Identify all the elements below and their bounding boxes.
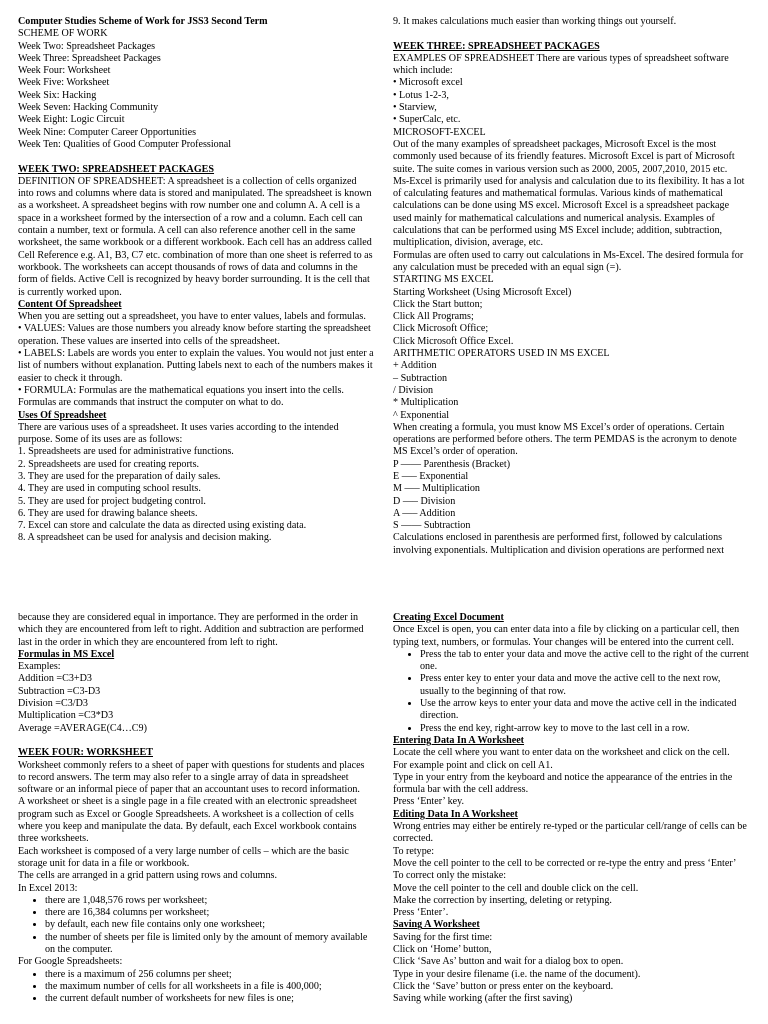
list-item: • Press enter key to enter your data and move the active cell to the next row, usually to the beginning of that row. [420,673,749,698]
right-top-column [393,16,749,557]
saving-line: Click on ‘Home’ button, [393,944,492,956]
left-bottom-column [18,612,374,1006]
starting-step: Click Microsoft Office; [393,323,489,335]
uses-item: 8. A spreadsheet can be used for analysis and decision making. [18,532,272,544]
ms-excel-paragraph: Ms-Excel is primarily used for analysis and calculation due to its flexibility. It has a lot of calculating features and mathematical formulas. Various kinds of mathematical calculations can be done using MS excel. Microsoft Excel is a spreadsheet package used mainly for mathematical calculations and numerical analysis. Examples of calculations that can be performed using MS Excel include; addition, subtraction, multiplication, division, average, etc. [393,175,745,249]
starting-step: Click the Start button; [393,298,483,310]
starting-step: Click Microsoft Office Excel. [393,335,514,347]
editing-line: Wrong entries may either be entirely re-typed or the particular cell/range of cells can be corrected. [393,821,747,845]
ms-excel-heading: MICROSOFT-EXCEL [393,126,486,138]
editing-line: To correct only the mistake: [393,870,507,882]
uses-item: 7. Excel can store and calculate the data as directed using existing data. [18,520,307,532]
saving-line: Saving while working (after the first saving) [393,993,573,1005]
list-item: • there are 16,384 columns per worksheet; [45,907,374,919]
creating-list [393,649,749,735]
operator-item: + Addition [393,360,437,372]
entering-heading: Entering Data In A Worksheet [393,734,525,746]
uses-item: 2. Spreadsheets are used for creating reports. [18,458,200,470]
week-list [18,41,374,152]
calc-note: Calculations enclosed in parenthesis are performed first, followed by calculations involving exponentials. Multiplication and division operations are performed next [393,532,725,556]
week-item: Week Two: Spreadsheet Packages [18,40,156,52]
document-title: Computer Studies Scheme of Work for JSS3 Second Term [18,16,268,27]
ms-excel-paragraph: Out of the many examples of spreadsheet packages, Microsoft Excel is the most commonly used because of its friendly features. Microsoft Excel is part of Microsoft suite. The suite comes in various version such as 2000, 2005, 2007,2010, 2015 etc. [393,138,735,175]
list-item: • Use the arrow keys to enter your data and move the active cell in the indicated direction. [420,698,749,723]
example-item: • Microsoft excel [393,77,463,89]
uses-heading: Uses Of Spreadsheet [18,409,107,421]
formula-line: Multiplication =C3*D3 [18,710,114,722]
uses-item: 3. They are used for the preparation of daily sales. [18,470,221,482]
worksheet-paragraph: Each worksheet is composed of a very large number of cells – which are the basic storage unit for data in a file or workbook. [18,845,349,869]
formula-line: Division =C3/D3 [18,698,88,710]
operator-item: ^ Exponential [393,409,450,421]
ms-excel-paragraph: Formulas are often used to carry out calculations in Ms-Excel. The desired formula for any calculation must be preceded with an equal sign (=). [393,249,744,273]
pemdas-item: P —— Parenthesis (Bracket) [393,458,511,470]
editing-line: Move the cell pointer to the cell to be corrected or re-type the entry and press ‘Enter’ [393,857,737,869]
scheme-heading: SCHEME OF WORK [18,28,108,40]
saving-line: Saving for the first time: [393,931,493,943]
creating-intro: Once Excel is open, you can enter data into a file by clicking on a particular cell, then typing text, numbers, or formulas. Your changes will be entered into the current cell. [393,624,740,648]
arith-heading: ARITHMETIC OPERATORS USED IN MS EXCEL [393,348,610,360]
operator-item: – Subtraction [393,372,448,384]
saving-line: Click ‘Save As’ button and wait for a dialog box to open. [393,956,624,968]
list-item: • Press the tab to enter your data and move the active cell to the right of the current one. [420,649,749,674]
formula-line: Average =AVERAGE(C4…C9) [18,722,147,734]
uses-intro: There are various uses of a spreadsheet. It uses varies according to the intended purpose. Some of its uses are as follows: [18,421,339,446]
pemdas-item: M —– Multiplication [393,483,480,495]
list-item: • there is a maximum of 256 columns per sheet; [45,969,374,981]
formula-line: Addition =C3+D3 [18,673,92,685]
worksheet-paragraph: The cells are arranged in a grid pattern using rows and columns. [18,870,277,882]
content-item: • VALUES: Values are those numbers you already know before starting the spreadsheet operation. These values are inserted into cells of the spreadsheet. [18,323,371,347]
entering-line: Type in your entry from the keyboard and notice the appearance of the entries in the formula bar with the cell address. [393,771,733,796]
left-top-column [18,16,374,545]
week-item: Week Five: Worksheet [18,77,110,89]
uses-item: 5. They are used for project budgeting control. [18,495,206,507]
saving-heading: Saving A Worksheet [393,919,480,931]
example-item: • Starview, [393,102,437,114]
content-item: • FORMULA: Formulas are the mathematical equations you insert into the cells. Formulas are commands that instruct the computer on what to do. [18,384,344,409]
starting-step: Click All Programs; [393,311,474,323]
week-item: Week Nine: Computer Career Opportunities [18,126,197,138]
excel2013-label: In Excel 2013: [18,882,78,894]
week-item: Week Four: Worksheet [18,65,111,77]
editing-heading: Editing Data In A Worksheet [393,808,518,820]
google-list [18,969,374,1006]
google-label: For Google Spreadsheets: [18,956,123,968]
uses-item: 4. They are used in computing school results. [18,483,201,495]
uses-item: 1. Spreadsheets are used for administrative functions. [18,446,234,458]
pemdas-item: S —— Subtraction [393,520,471,532]
week-item: Week Three: Spreadsheet Packages [18,52,161,64]
uses-item: 9. It makes calculations much easier than working things out yourself. [393,16,677,27]
definition-paragraph: DEFINITION OF SPREADSHEET: A spreadsheet is a collection of cells organized into rows and columns where data is stored and manipulated. The spreadsheet is known as a worksheet. A spreadsheet begins with row number one and column A. A cell is a space in a worksheet formed by the intersection of a row and a column. Each cell can contain a number, text or formula. A cell can also reference another cell in the same worksheet, the same workbook or a different workbook. Each cell has an address called Cell Reference e.g. A1, B3, C7 etc. combination of more than one sheet is referred to as workbook. The worksheets can accept thousands of rows of data and columns in the form of fields. Active Cell is recognized by heavy border surrounding. It is the cell that is currently worked upon. [18,175,373,298]
formulas-heading: Formulas in MS Excel [18,648,115,660]
operator-item: / Division [393,384,434,396]
editing-line: Make the correction by inserting, deleting or retyping. [393,894,612,906]
starting-heading: STARTING MS EXCEL [393,274,494,286]
right-bottom-column [393,612,749,1006]
week-three-heading: WEEK THREE: SPREADSHEET PACKAGES [393,40,600,52]
editing-line: Press ‘Enter’. [393,907,449,919]
examples-intro: EXAMPLES OF SPREADSHEET There are various types of spreadsheet software which include: [393,52,729,77]
content-intro: When you are setting out a spreadsheet, you have to enter values, labels and formulas. [18,311,366,323]
formula-line: Subtraction =C3-D3 [18,685,101,697]
entering-line: Press ‘Enter’ key. [393,796,465,808]
worksheet-paragraph: A worksheet or sheet is a single page in a file created with an electronic spreadsheet program such as Excel or Google Spreadsheets. A worksheet is a collection of cells where you keep and manipulate the data. By default, each Excel workbook contains three worksheets. [18,796,357,845]
pemdas-item: E —– Exponential [393,470,469,482]
week-two-heading: WEEK TWO: SPREADSHEET PACKAGES [18,163,215,175]
pemdas-item: A —– Addition [393,507,456,519]
content-heading: Content Of Spreadsheet [18,298,122,310]
week-item: Week Seven: Hacking Community [18,102,159,114]
week-item: Week Six: Hacking [18,89,97,101]
editing-line: To retype: [393,845,435,857]
creating-heading: Creating Excel Document [393,612,504,623]
list-item: • Press the end key, right-arrow key to move to the last cell in a row. [420,723,749,735]
entering-line: For example point and click on cell A1. [393,759,553,771]
excel2013-list [18,895,374,956]
saving-line: Click the ‘Save’ button or press enter on the keyboard. [393,980,614,992]
week-item: Week Eight: Logic Circuit [18,114,125,126]
list-item: • there are 1,048,576 rows per worksheet; [45,895,374,907]
pemdas-item: D —– Division [393,495,456,507]
week-item: Week Ten: Qualities of Good Computer Professional [18,138,232,150]
saving-line: Type in your desire filename (i.e. the name of the document). [393,968,641,980]
list-item: • the number of sheets per file is limited only by the amount of memory available on the computer. [45,932,374,957]
entering-line: Locate the cell where you want to enter data on the worksheet and click on the cell. [393,747,730,759]
worksheet-paragraph: Worksheet commonly refers to a sheet of paper with questions for students and places to record answers. The term may also refer to a single array of data in spreadsheet software or an informal piece of paper that an accountant uses to record information. [18,759,365,796]
list-item: • the current default number of worksheets for new files is one; [45,993,374,1005]
week-four-heading: WEEK FOUR: WORKSHEET [18,747,153,759]
list-item: • by default, each new file contains only one worksheet; [45,919,374,931]
starting-step: Starting Worksheet (Using Microsoft Excel) [393,286,572,298]
formula-line: Examples: [18,661,61,673]
example-item: • Lotus 1-2-3, [393,89,449,101]
uses-item: 6. They are used for drawing balance sheets. [18,507,198,519]
pemdas-intro: When creating a formula, you must know MS Excel’s order of operations. Certain operations are performed before others. The term PEMDAS is the acronym to denote MS Excel’s order of operation. [393,421,737,458]
content-item: • LABELS: Labels are words you enter to explain the values. You would not just enter a list of numbers without explanation. Putting labels next to each of the numbers makes it easier to check it through. [18,348,374,384]
operator-item: * Multiplication [393,397,459,409]
example-item: • SuperCalc, etc. [393,114,461,126]
continuation-paragraph: because they are considered equal in importance. They are performed in the order in which they are encountered from left to right. Addition and subtraction are performed last in the order in which they are encountered from left to right. [18,612,364,648]
list-item: • the maximum number of cells for all worksheets in a file is 400,000; [45,981,374,993]
editing-line: Move the cell pointer to the cell and double click on the cell. [393,882,639,894]
